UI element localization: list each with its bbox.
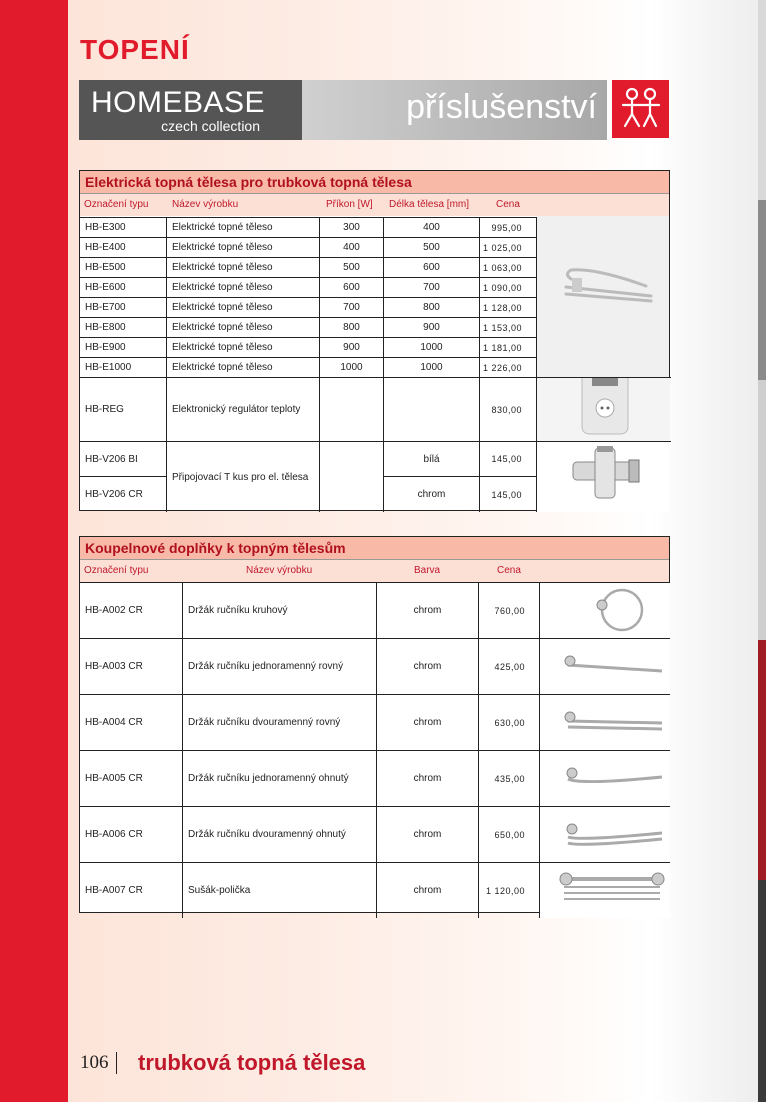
table-row (80, 237, 537, 257)
price-cell: 1 063,00 (480, 258, 537, 277)
col-header-length: Délka tělesa [mm] (389, 199, 470, 210)
type-cell: HB-E700 (80, 298, 167, 317)
table-row (80, 337, 537, 357)
name-cell: Elektrické topné těleso (167, 318, 320, 337)
footer-title: trubková topná tělesa (138, 1050, 366, 1075)
double-bar-holder-icon (540, 695, 670, 750)
single-bar-holder-icon (540, 639, 670, 694)
col-header-power: Příkon [W] (326, 199, 373, 210)
heater-table (79, 170, 670, 511)
name-cell: Sušák-polička (183, 863, 377, 918)
power-cell: 600 (320, 278, 384, 297)
t-fitting-icon (537, 442, 670, 512)
brand-box (79, 80, 302, 140)
table-row (80, 277, 537, 297)
col-header-name: Název výrobku (172, 199, 239, 210)
color-cell: chrom (377, 695, 479, 750)
table-row (80, 257, 537, 277)
name-cell: Elektrické topné těleso (167, 258, 320, 277)
length-cell: 800 (384, 298, 480, 317)
name-cell: Elektrické topné těleso (167, 358, 320, 377)
name-cell: Držák ručníku jednoramenný ohnutý (183, 751, 377, 806)
color-cell: chrom (377, 807, 479, 862)
name-cell: Elektrické topné těleso (167, 278, 320, 297)
price-cell: 145,00 (480, 442, 537, 477)
name-cell: Elektrické topné těleso (167, 298, 320, 317)
type-cell: HB-A004 CR (80, 695, 183, 750)
length-cell: 400 (384, 218, 480, 237)
table-title: Koupelnové doplňky k topným tělesům (80, 537, 669, 560)
name-cell: Držák ručníku dvouramenný rovný (183, 695, 377, 750)
table-row (80, 217, 537, 237)
col-header-type: Označení typu (84, 565, 149, 576)
table-row (80, 862, 669, 918)
power-cell: 500 (320, 258, 384, 277)
length-cell: 1000 (384, 358, 480, 377)
regulator-icon (537, 378, 670, 442)
left-red-strip (0, 0, 68, 1102)
power-cell: 700 (320, 298, 384, 317)
name-cell: Elektrické topné těleso (167, 338, 320, 357)
type-cell: HB-A003 CR (80, 639, 183, 694)
length-cell: 700 (384, 278, 480, 297)
price-cell: 145,00 (480, 477, 537, 512)
color-cell: chrom (377, 583, 479, 638)
length-cell: 600 (384, 258, 480, 277)
bent-single-holder-icon (540, 751, 670, 806)
length-cell: 500 (384, 238, 480, 257)
price-cell: 435,00 (479, 751, 540, 806)
table-header (80, 194, 669, 216)
color-cell: chrom (377, 863, 479, 918)
price-cell: 830,00 (480, 378, 537, 441)
power-cell: 900 (320, 338, 384, 357)
power-cell: 400 (320, 238, 384, 257)
brand-name: HOMEBASE (91, 86, 266, 119)
type-cell: HB-A007 CR (80, 863, 183, 918)
type-cell: HB-E300 (80, 218, 167, 237)
table-row (80, 750, 669, 806)
brand-sub: czech collection (161, 118, 260, 134)
section-title: TOPENÍ (80, 34, 190, 65)
page-number: 106 (80, 1052, 109, 1073)
power-cell (320, 442, 384, 512)
type-cell: HB-V206 CR (80, 477, 167, 512)
type-cell: HB-E1000 (80, 358, 167, 377)
type-cell: HB-E500 (80, 258, 167, 277)
length-cell: 1000 (384, 338, 480, 357)
name-cell: Připojovací T kus pro el. tělesa (167, 442, 320, 512)
kids-logo-icon (612, 80, 669, 138)
price-cell: 1 226,00 (480, 358, 537, 377)
table-row (80, 377, 671, 441)
color-cell: chrom (377, 639, 479, 694)
name-cell: Elektronický regulátor teploty (167, 378, 320, 441)
col-header-price: Cena (497, 565, 521, 576)
table-title: Elektrická topná tělesa pro trubková topná tělesa (80, 171, 669, 194)
ring-towel-holder-icon (540, 583, 670, 638)
color-cell: chrom (384, 477, 480, 512)
color-cell: chrom (377, 751, 479, 806)
name-cell: Elektrické topné těleso (167, 238, 320, 257)
type-cell: HB-E600 (80, 278, 167, 297)
table-row (80, 357, 537, 377)
col-header-name: Název výrobku (246, 565, 313, 576)
table-row (80, 694, 669, 750)
right-photo-strip (758, 0, 766, 1102)
price-cell: 995,00 (480, 218, 537, 237)
power-cell: 1000 (320, 358, 384, 377)
power-cell (320, 378, 384, 441)
footer-divider (116, 1052, 117, 1074)
length-cell: 900 (384, 318, 480, 337)
power-cell: 300 (320, 218, 384, 237)
price-cell: 1 025,00 (480, 238, 537, 257)
type-cell: HB-E800 (80, 318, 167, 337)
type-cell: HB-REG (80, 378, 167, 441)
v206-group (80, 441, 671, 511)
price-cell: 1 153,00 (480, 318, 537, 337)
type-cell: HB-A002 CR (80, 583, 183, 638)
power-cell: 800 (320, 318, 384, 337)
type-cell: HB-E400 (80, 238, 167, 257)
table-row (80, 317, 537, 337)
accessories-table (79, 536, 670, 913)
heater-image-cell (536, 216, 669, 377)
price-cell: 1 181,00 (480, 338, 537, 357)
type-cell: HB-V206 BI (80, 442, 167, 477)
category-banner (302, 80, 607, 140)
price-cell: 1 120,00 (479, 863, 540, 918)
type-cell: HB-E900 (80, 338, 167, 357)
name-cell: Držák ručníku dvouramenný ohnutý (183, 807, 377, 862)
col-header-type: Označení typu (84, 199, 149, 210)
category-label: příslušenství (406, 88, 597, 126)
shelf-rack-icon (540, 863, 670, 918)
heating-element-icon (536, 216, 669, 377)
type-cell: HB-A005 CR (80, 751, 183, 806)
bent-double-holder-icon (540, 807, 670, 862)
price-cell: 630,00 (479, 695, 540, 750)
price-cell: 1 128,00 (480, 298, 537, 317)
table-row (80, 582, 669, 638)
col-header-color: Barva (414, 565, 441, 576)
length-cell (384, 378, 480, 441)
color-cell: bílá (384, 442, 480, 477)
name-cell: Držák ručníku kruhový (183, 583, 377, 638)
table-row (80, 297, 537, 317)
type-cell: HB-A006 CR (80, 807, 183, 862)
table-row (80, 638, 669, 694)
price-cell: 425,00 (479, 639, 540, 694)
price-cell: 1 090,00 (480, 278, 537, 297)
col-header-price: Cena (496, 199, 520, 210)
price-cell: 760,00 (479, 583, 540, 638)
price-cell: 650,00 (479, 807, 540, 862)
name-cell: Držák ručníku jednoramenný rovný (183, 639, 377, 694)
table-row (80, 806, 669, 862)
table-header (80, 560, 669, 582)
name-cell: Elektrické topné těleso (167, 218, 320, 237)
